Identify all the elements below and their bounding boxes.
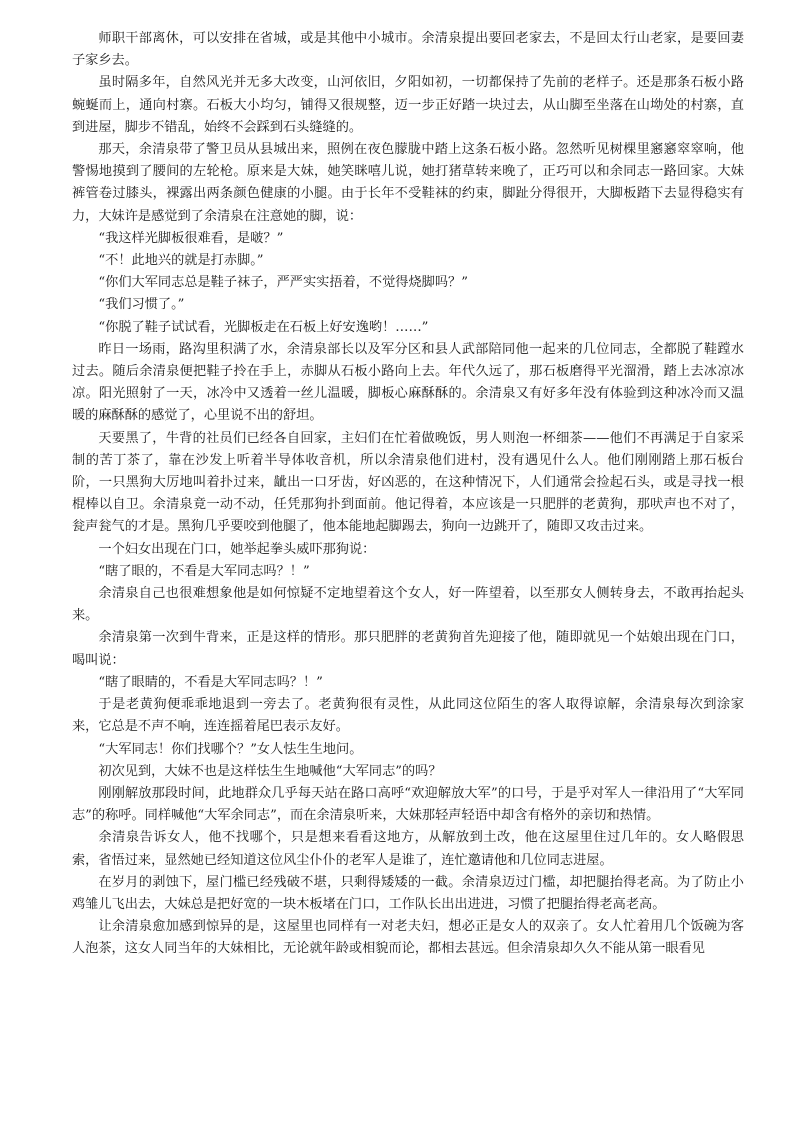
dialogue-line: “不！此地兴的就是打赤脚。” xyxy=(98,253,264,269)
dialogue-line: “大军同志！你们找哪个？”女人怯生生地问。 xyxy=(98,741,363,757)
dialogue-line: “瞎了眼睛的，不看是大军同志吗？！” xyxy=(98,674,323,690)
dialogue-line: “瞎了眼的，不看是大军同志吗？！” xyxy=(98,563,310,579)
dialogue-line: “我这样光脚板很难看，是啵？” xyxy=(98,230,284,246)
paragraph: 那天，余清泉带了警卫员从县城出来，照例在夜色朦胧中踏上这条石板小路。忽然听见树棵里窸窸窣窣响，他警惕地摸到了腰间的左轮枪。原来是大妹，她笑眯嘻儿说，她打猪草转来晚了，正巧可以和余同志一路回家。大妹裤管卷过膝头，裸露出两条颜色健康的小腿。由于长年不受鞋袜的约束，脚趾分得很开，大脚板踏下去显得稳实有力，大妹许是感觉到了余清泉在注意她的脚，说： xyxy=(72,142,744,224)
dialogue-line: “你们大军同志总是鞋子袜子，严严实实捂着，不觉得烧脚吗？” xyxy=(98,275,468,291)
paragraph: 一个妇女出现在门口，她举起拳头威吓那狗说： xyxy=(98,541,376,557)
paragraph: 让余清泉愈加感到惊异的是，这屋里也同样有一对老夫妇，想必正是女人的双亲了。女人忙着用几个饭碗为客人泡茶，这女人同当年的大妹相比，无论就年龄或相貌而论，都相去甚远。但余清泉却久久不能从第一眼看见 xyxy=(72,919,744,957)
paragraph: 初次见到，大妹不也是这样怯生生地喊他“大军同志”的吗？ xyxy=(98,763,442,779)
paragraph: 余清泉告诉女人，他不找哪个，只是想来看看这地方，从解放到土改，他在这屋里住过几年的。女人略假思索，省悟过来，显然她已经知道这位风尘仆仆的老军人是谁了，连忙邀请他和几位同志进屋。 xyxy=(72,830,744,868)
paragraph: 师职干部离休，可以安排在省城，或是其他中小城市。余清泉提出要回老家去，不是回太行山老家，是要回妻子家乡去。 xyxy=(72,31,744,69)
paragraph: 在岁月的剥蚀下，屋门槛已经残破不堪，只剩得矮矮的一截。余清泉迈过门槛，却把腿抬得老高。为了防止小鸡雏儿飞出去，大妹总是把好宽的一块木板堵在门口，工作队长出出进进，习惯了把腿抬得老高老高。 xyxy=(72,874,744,912)
dialogue-line: “我们习惯了。” xyxy=(98,297,185,313)
paragraph: 天要黑了，牛背的社员们已经各自回家，主妇们在忙着做晚饭，男人则泡一杯细茶——他们不再满足于自家采制的苦丁茶了，靠在沙发上听着半导体收音机，所以余清泉他们进村，没有遇见什么人。他们刚刚踏上那石板台阶，一只黑狗大厉地叫着扑过来，龇出一口牙齿，好凶恶的，在这种情况下，人们通常会捡起石头，或是寻找一根棍棒以自卫。余清泉竟一动不动，任凭那狗扑到面前。他记得着，本应该是一只肥胖的老黄狗，那吠声也不对了，瓮声瓮气的才是。黑狗几乎要咬到他腿了，他本能地起脚踢去，狗向一边跳开了，随即又攻击过来。 xyxy=(72,430,744,535)
paragraph: 余清泉自己也很难想象他是如何惊疑不定地望着这个女人，好一阵望着，以至那女人侧转身去，不敢再抬起头来。 xyxy=(72,586,744,624)
paragraph: 刚刚解放那段时间，此地群众几乎每天站在路口高呼“欢迎解放大军”的口号，于是乎对军人一律沿用了“大军同志”的称呼。同样喊他“大军余同志”，而在余清泉听来，大妹那轻声轻语中却含有格外的亲切和热情。 xyxy=(72,785,744,824)
paragraph: 余清泉第一次到牛背来，正是这样的情形。那只肥胖的老黄狗首先迎接了他，随即就见一个姑娘出现在门口，喝叫说： xyxy=(72,630,744,668)
dialogue-line: “你脱了鞋子试试看，光脚板走在石板上好安逸哟！……” xyxy=(98,319,429,335)
document-body xyxy=(72,28,744,961)
paragraph: 虽时隔多年，自然风光并无多大改变，山河依旧，夕阳如初，一切都保持了先前的老样子。还是那条石板小路蜿蜒而上，通向村寨。石板大小均匀，铺得又很规整，迈一步正好踏一块过去，从山脚至坐落在山坳处的村寨，直到进屋，脚步不错乱，始终不会踩到石头缝缝的。 xyxy=(72,75,744,135)
paragraph: 于是老黄狗便乖乖地退到一旁去了。老黄狗很有灵性，从此同这位陌生的客人取得谅解，余清泉每次到涂家来，它总是不声不响，连连摇着尾巴表示友好。 xyxy=(72,697,744,735)
paragraph: 昨日一场雨，路沟里积满了水，余清泉部长以及军分区和县人武部陪同他一起来的几位同志，全都脱了鞋蹚水过去。随后余清泉便把鞋子拎在手上，赤脚从石板小路向上去。年代久远了，那石板磨得平光溜滑，踏上去冰凉冰凉。阳光照射了一天，冰冷中又透着一丝儿温暖，脚板心麻酥酥的。余清泉又有好多年没有体验到这种冰冷而又温暖的麻酥酥的感觉了，心里说不出的舒坦。 xyxy=(72,341,744,424)
